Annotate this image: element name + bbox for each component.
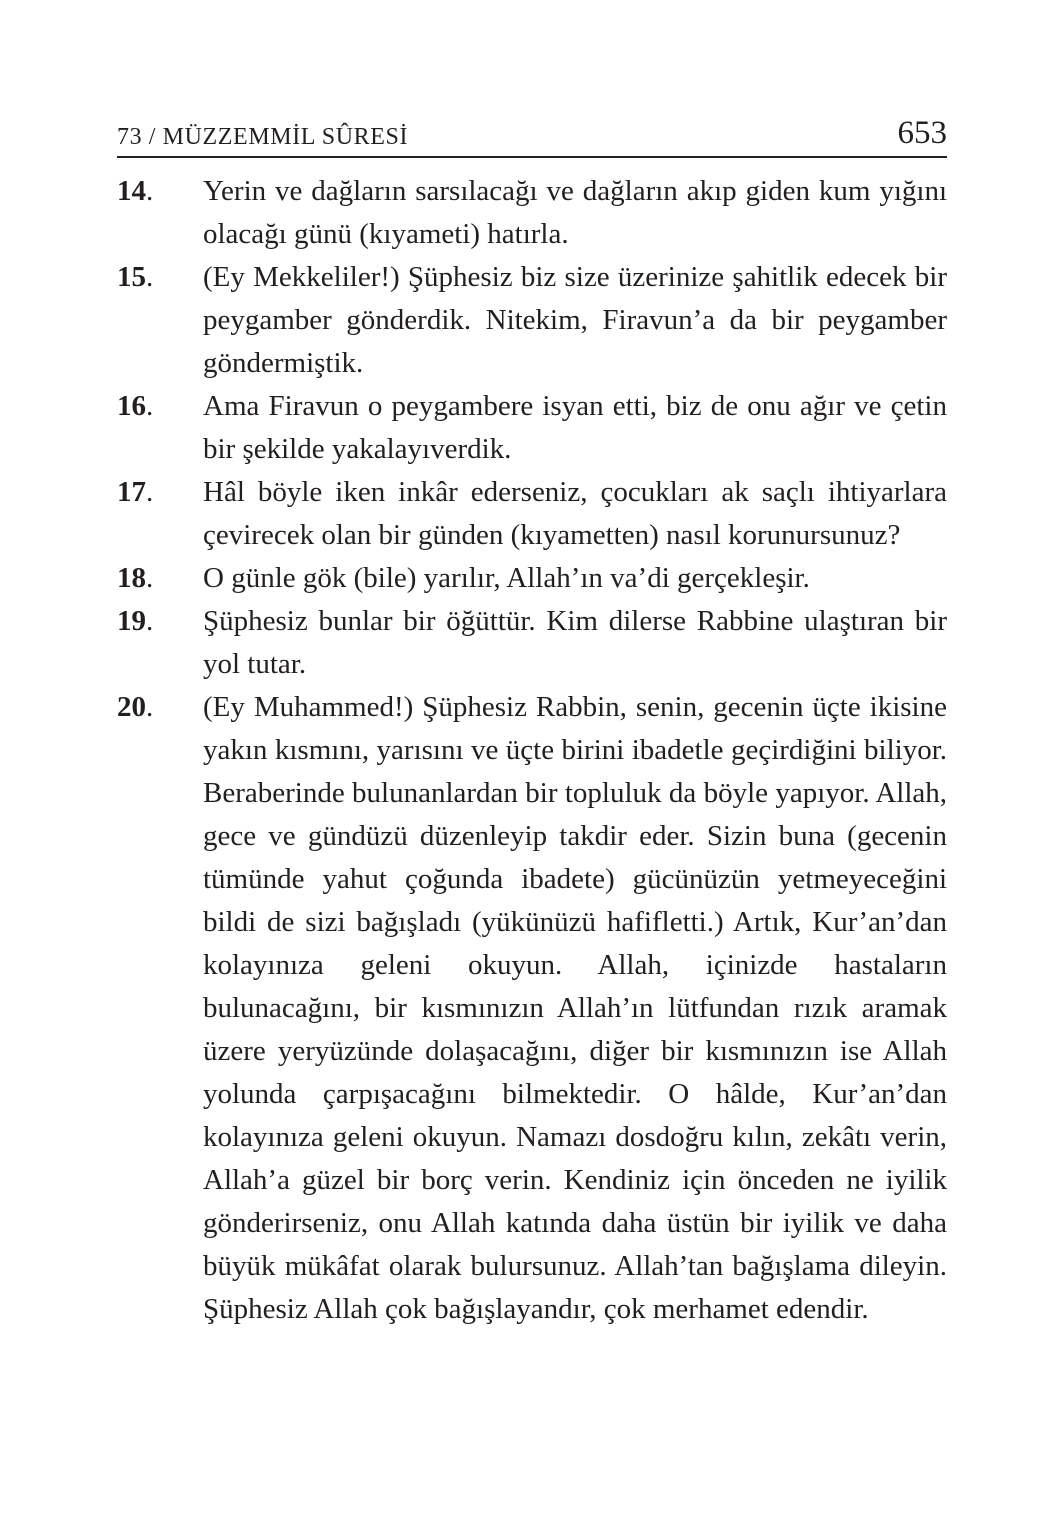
verse-text: Hâl böyle iken inkâr ederseniz, çocukları ak saçlı ihtiyarlara çevirecek olan bir günden (kıyametten) nasıl korunursunuz? [203, 476, 947, 551]
verse-item [117, 600, 947, 686]
verse-item [117, 471, 947, 557]
verse-text: Yerin ve dağların sarsılacağı ve dağların akıp giden kum yığını olacağı günü (kıyameti) hatırla. [203, 175, 947, 250]
verse-number: 20. [117, 691, 154, 723]
surah-title: 73 / MÜZZEMMİL SÛRESİ [117, 124, 409, 150]
verse-item [117, 557, 947, 600]
verse-item [117, 170, 947, 256]
verse-item [117, 385, 947, 471]
verse-number: 14. [117, 175, 154, 207]
verse-item [117, 686, 947, 1331]
verse-number: 19. [117, 605, 154, 637]
verse-number: 18. [117, 562, 154, 594]
page-number: 653 [897, 115, 947, 151]
verse-text: Ama Firavun o peygambere isyan etti, biz de onu ağır ve çetin bir şekilde yakalayıverdik. [203, 390, 947, 465]
verse-number: 17. [117, 476, 154, 508]
verse-text: (Ey Muhammed!) Şüphesiz Rabbin, senin, gecenin üçte ikisine yakın kısmını, yarısını ve üçte birini ibadetle geçirdiğini biliyor. Beraberinde bulunanlardan bir topluluk da böyle yapıyor. Allah, gece ve gündüzü düzenleyip takdir eder. Sizin buna (gecenin tümünde yahut çoğunda ibadete) gücünüzün yetmeyeceğini bildi de sizi bağışladı (yükünüzü hafifletti.) Artık, Kur’an’dan kolayınıza geleni okuyun. Allah, içinizde hastaların bulunacağını, bir kısmınızın Allah’ın lütfundan rızık aramak üzere yeryüzünde dolaşacağını, diğer bir kısmınızın ise Allah yolunda çarpışacağını bilmektedir. O hâlde, Kur’an’dan kolayınıza geleni okuyun. Namazı dosdoğru kılın, zekâtı verin, Allah’a güzel bir borç verin. Kendiniz için önceden ne iyilik gönderirseniz, onu Allah katında daha üstün bir iyilik ve daha büyük mükâfat olarak bulursunuz. Allah’tan bağışlama dileyin. Şüphesiz Allah çok bağışlayandır, çok merhamet edendir. [203, 691, 947, 1325]
verse-text: O günle gök (bile) yarılır, Allah’ın va’di gerçekleşir. [203, 562, 810, 594]
running-header [117, 112, 947, 158]
book-page [117, 0, 947, 1536]
verse-text: Şüphesiz bunlar bir öğüttür. Kim dilerse Rabbine ulaştıran bir yol tutar. [203, 605, 947, 680]
verse-list [117, 170, 947, 1331]
verse-item [117, 256, 947, 385]
verse-text: (Ey Mekkeliler!) Şüphesiz biz size üzerinize şahitlik edecek bir peygamber gönderdik. Nitekim, Firavun’a da bir peygamber göndermiştik. [203, 261, 947, 379]
verse-number: 15. [117, 261, 154, 293]
verse-number: 16. [117, 390, 154, 422]
